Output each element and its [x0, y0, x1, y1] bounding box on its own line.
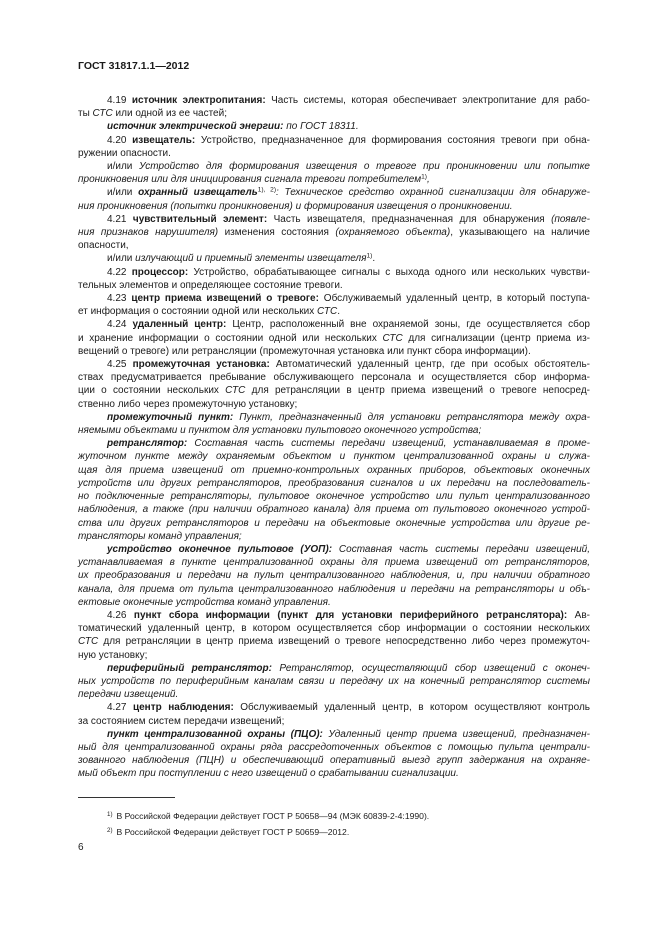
text-run: и/или [107, 253, 136, 265]
footnote-ref: 1) [366, 252, 373, 260]
italic-text: Ретранслятор, осуществляющий сбор извещений с оконеч- [271, 662, 590, 674]
italic-text: няемыми объектами и пунктом для установки пультового оконечного устройства; [78, 425, 482, 437]
term-bold: процессор: [131, 266, 189, 278]
text-line [78, 675, 590, 688]
italic-text: ния проникновения (попытки проникновения) и формирования извещения о проникновении. [78, 200, 513, 212]
italic-text: зованного наблюдения (ПЦН) и обеспечивающий оперативный выезд групп задержания на охраняе- [78, 755, 590, 767]
text-run: 4.24 [107, 319, 133, 331]
text-run: за состоянием систем передачи извещений; [78, 715, 285, 727]
italic-text: : Техническое средство охранной сигнализации для обнаруже- [276, 187, 590, 199]
italic-text: ный для централизованной охраны ряда рассредоточенных объектов с помощью пульта централи- [78, 741, 590, 753]
italic-text: ства или других ретрансляторов и передачи на объектовые оконечные устройства или другие ре- [78, 517, 590, 529]
text-line [78, 186, 590, 199]
text-run: , указывающего на наличие [450, 227, 590, 239]
text-run: . [337, 306, 341, 318]
term-bold: удаленный центр: [132, 319, 227, 331]
italic-text: СТС [225, 385, 246, 397]
italic-text: устанавливаемая в пункте централизованной охраны для приема извещений от ретрансляторов, [78, 557, 590, 569]
text-line [78, 715, 590, 728]
text-line [78, 318, 590, 331]
text-line [78, 649, 590, 662]
text-run: и хранение информации о состоянии одной или нескольких [78, 332, 383, 344]
italic-text: СТС [78, 636, 99, 648]
italic-text: СТС [317, 306, 338, 318]
text-line [78, 728, 590, 741]
term-bold-italic: устройство оконечное пультовое (УОП): [107, 543, 333, 555]
text-run: ствах предусматривается пребывание обслуживающего персонала и осуществляется сбор информа- [78, 372, 590, 384]
text-line [78, 345, 590, 358]
text-run: или одной из ее частей; [112, 108, 227, 120]
paragraph [78, 266, 590, 292]
footnote-ref: 1), 2) [257, 186, 277, 194]
italic-text: (появле- [551, 213, 591, 225]
text-run: опасности, [78, 240, 129, 252]
text-line [78, 134, 590, 147]
text-line [78, 464, 590, 477]
paragraph [78, 662, 590, 702]
italic-text: их преобразования и передачи на пульт централизованного наблюдения, и, при наличии обратного [78, 570, 590, 582]
text-run: 4.27 [107, 702, 133, 714]
text-run: и/или [107, 161, 140, 173]
paragraph [78, 252, 590, 265]
paragraph [78, 186, 590, 212]
text-run: Часть системы, которая обеспечивает электропитание для рабо- [265, 95, 590, 106]
text-line [78, 147, 590, 160]
text-run: 4.26 [107, 609, 134, 621]
text-line [78, 477, 590, 490]
italic-text: ных устройств по периферийным каналам связи и передачу их на конечный ретранслятор системы [78, 675, 590, 687]
text-run: ственно либо через промежуточную установку; [78, 398, 298, 410]
text-run: ную установку; [78, 649, 148, 661]
text-run: ружении опасности. [78, 147, 171, 159]
page-header: ГОСТ 31817.1.1—2012 [78, 60, 190, 72]
italic-text: Удаленный центр приема извещений, предназначен- [322, 728, 590, 740]
text-line [78, 239, 590, 252]
text-run: Устройство, обрабатывающее сигналы с выхода одного или нескольких чувстви- [188, 266, 590, 278]
page-number: 6 [78, 842, 84, 853]
text-run: 4.23 [107, 293, 132, 305]
text-run: Ав- [567, 609, 590, 621]
italic-text: канала, для приема от пульта централизованного наблюдения и передачи на ретрансляторы и объ- [78, 583, 590, 595]
footnote-text: В Российской Федерации действует ГОСТ Р 50658—94 (МЭК 60839-2-4:1990). [116, 811, 430, 821]
text-line [78, 503, 590, 516]
text-line [78, 160, 590, 173]
italic-text: жуточном пункте между охраняемым объектом и пунктом централизованной охраны и служа- [78, 451, 590, 463]
paragraph [78, 94, 590, 120]
italic-text: наблюдения, а также (при наличии обратного канала) для приема от пультового оконечного устрой- [78, 504, 590, 516]
footnote-text: В Российской Федерации действует ГОСТ Р 50659—2012. [116, 827, 350, 837]
text-run: Обслуживаемый удаленный центр, в котором осуществляют контроль [233, 702, 591, 714]
text-line [78, 384, 590, 397]
text-line [78, 754, 590, 767]
text-line [78, 424, 590, 437]
text-run: Устройство, предназначенное для формирования состояния тревоги при обна- [195, 134, 590, 146]
italic-text: излучающий и приемный элементы извещателя [135, 253, 367, 265]
text-run: Часть извещателя, предназначенная для обнаружения [267, 213, 552, 225]
italic-text: трансляторы команд управления; [78, 530, 242, 542]
text-line [78, 213, 590, 226]
footnote [107, 824, 577, 840]
italic-text: мый объект при поступлении с него извещений о срабатывании сигнализации. [78, 768, 459, 780]
italic-text: проникновения или для инициирования сигнала тревоги потребителем [78, 174, 422, 186]
term-bold: пункт сбора информации (пункт для установки периферийного ретранслятора): [133, 609, 568, 621]
italic-text: щая для приема извещений от приемно-контрольных охранных приборов, объектовых оконечных [78, 464, 590, 476]
text-run: изменения состояния [218, 227, 336, 239]
text-run: для ретрансляции в центр приема извещений о тревоге непосредственно либо через промежуточ- [98, 636, 590, 648]
term-bold: чувствительный элемент: [132, 213, 268, 225]
text-run: 4.19 [107, 95, 132, 106]
text-line [78, 358, 590, 371]
text-line [78, 583, 590, 596]
text-run: ции о состоянии нескольких [78, 385, 226, 397]
text-run: и/или [107, 187, 139, 199]
body-text [78, 94, 590, 781]
text-line [78, 741, 590, 754]
text-line [78, 200, 590, 213]
text-line [78, 662, 590, 675]
text-line [78, 556, 590, 569]
paragraph [78, 120, 590, 133]
paragraph [78, 609, 590, 662]
paragraph [78, 358, 590, 411]
term-bold: промежуточная установка: [132, 359, 270, 371]
text-line [78, 226, 590, 239]
text-line [78, 107, 590, 120]
italic-text: ектовые оконечные устройства команд управления. [78, 596, 331, 608]
italic-text: Устройство для формирования извещения о тревоге при проникновении или попытке [139, 161, 590, 173]
paragraph [78, 701, 590, 727]
italic-text: ния признаков нарушителя) [78, 227, 219, 239]
text-line [78, 609, 590, 622]
text-line [78, 767, 590, 780]
text-line [78, 398, 590, 411]
text-line [78, 371, 590, 384]
paragraph [78, 437, 590, 543]
term-bold-italic: промежуточный пункт: [107, 411, 234, 423]
text-line [78, 701, 590, 714]
text-run: Автоматический удаленный центр, где при особых обстоятель- [269, 359, 590, 371]
italic-text: передачи извещений. [78, 689, 179, 701]
text-run: 4.20 [107, 134, 133, 146]
footnote-mark: 1) [107, 810, 113, 818]
italic-text: СТС [382, 332, 403, 344]
text-run: Обслуживаемый удаленный центр, в который поступа- [318, 293, 591, 305]
term-bold: центр приема извещений о тревоге: [131, 293, 319, 305]
footnote-mark: 2) [107, 826, 113, 834]
italic-text: по ГОСТ 18311. [283, 121, 359, 133]
text-line [78, 622, 590, 635]
term-bold: извещатель: [132, 134, 196, 146]
text-run: 4.21 [107, 213, 133, 225]
footnote [107, 808, 577, 824]
text-line [78, 173, 590, 186]
text-line [78, 411, 590, 424]
term-bold-italic: пункт централизованной охраны (ПЦО): [107, 728, 323, 740]
italic-text: Составная часть системы передачи извещений, устанавливаемая в проме- [187, 438, 590, 450]
text-line [78, 120, 590, 133]
paragraph [78, 411, 590, 437]
text-run: томатический удаленный центр, в котором осуществляется сбор информации о состоянии нескольких [78, 623, 590, 635]
term-bold-italic: ретранслятор: [107, 438, 188, 450]
term-bold: центр наблюдения: [132, 702, 234, 714]
italic-text: Пункт, предназначенный для установки ретранслятора между охра- [233, 411, 590, 423]
text-line [78, 292, 590, 305]
paragraph [78, 292, 590, 318]
text-line [78, 543, 590, 556]
paragraph [78, 318, 590, 358]
text-run: для ретрансляции в центр приема извещений о тревоге непосред- [245, 385, 590, 397]
text-line [78, 252, 590, 265]
text-line [78, 332, 590, 345]
text-line [78, 490, 590, 503]
text-line [78, 688, 590, 701]
term-bold-italic: охранный извещатель [138, 187, 258, 199]
paragraph [78, 543, 590, 609]
text-line [78, 517, 590, 530]
footnote-rule [78, 797, 175, 798]
text-run: Центр, расположенный вне охраняемой зоны, где осуществляется сбор [226, 319, 590, 331]
paragraph [78, 728, 590, 781]
paragraph [78, 213, 590, 253]
text-line [78, 94, 590, 107]
footnotes [107, 808, 577, 840]
text-run: 4.22 [107, 266, 132, 278]
text-run: 4.25 [107, 359, 133, 371]
text-line [78, 450, 590, 463]
text-line [78, 279, 590, 292]
text-line [78, 437, 590, 450]
term-bold-italic: источник электрической энергии: [107, 121, 284, 133]
text-line [78, 635, 590, 648]
italic-text: , [426, 174, 430, 186]
italic-text: Составная часть системы передачи извещений, [332, 543, 590, 555]
italic-text: устройств или других ретрансляторов, преобразования сигналов и их передачи на последователь- [78, 477, 590, 489]
paragraph [78, 134, 590, 160]
paragraph [78, 160, 590, 186]
text-run: . [372, 253, 376, 265]
italic-text: (охраняемого объекта) [335, 227, 451, 239]
text-line [78, 266, 590, 279]
text-line [78, 305, 590, 318]
text-run: ты [78, 108, 93, 120]
footnote-ref: 1) [421, 173, 427, 181]
text-run: для сигнализации (центр приема из- [402, 332, 590, 344]
text-run: ет информация о состоянии одной или нескольких [78, 306, 318, 318]
text-line [78, 569, 590, 582]
text-line [78, 596, 590, 609]
text-run: тельных элементов и определяющее состояние тревоги. [78, 279, 343, 291]
italic-text: СТС [92, 108, 113, 120]
text-run: вещений о тревоге) или ретрансляции (промежуточная установка или пункт сбора информации). [78, 345, 531, 357]
term-bold-italic: периферийный ретранслятор: [107, 662, 272, 674]
text-line [78, 530, 590, 543]
italic-text: но подключенные ретрансляторы, пультовое оконечное устройство или пульт централизованного [78, 491, 590, 503]
term-bold: источник электропитания: [131, 95, 266, 106]
